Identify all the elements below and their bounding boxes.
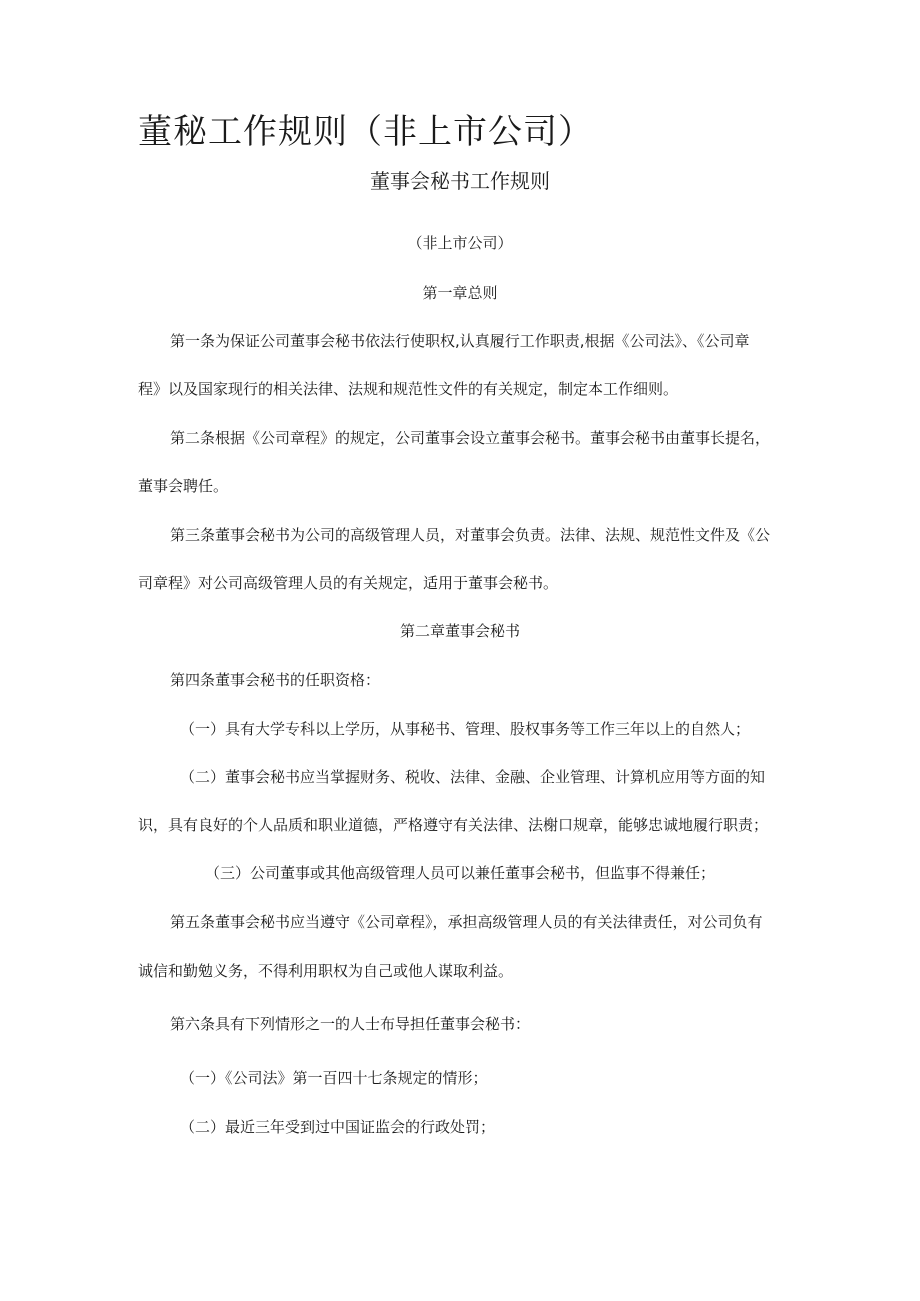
article-2-line-1: 第二条根据《公司章程》的规定，公司董事会设立董事会秘书。董事会秘书由董事长提名，	[170, 429, 771, 447]
article-6-item-2: （二）最近三年受到过中国证监会的行政处罚；	[180, 1118, 496, 1136]
article-1-line-2: 程》以及国家现行的相关法律、法规和规范性文件的有关规定，制定本工作细则。	[138, 380, 679, 398]
article-4-item-2-line-1: （二）董事会秘书应当掌握财务、税收、法律、金融、企业管理、计算机应用等方面的知	[180, 768, 766, 786]
document-subtitle: 董事会秘书工作规则	[370, 169, 550, 193]
article-6: 第六条具有下列情形之一的人士布导担任董事会秘书：	[170, 1015, 531, 1033]
article-2-line-2: 董事会聘任。	[138, 477, 229, 495]
article-5-line-1: 第五条董事会秘书应当遵守《公司章程》，承担高级管理人员的有关法律责任，对公司负有	[170, 913, 763, 931]
chapter-heading-2: 第二章董事会秘书	[399, 622, 520, 640]
article-6-item-1: （一）《公司法》第一百四十七条规定的情形；	[180, 1069, 488, 1087]
chapter-heading-1: 第一章总则	[422, 284, 498, 302]
article-3-line-2: 司章程》对公司高级管理人员的有关规定，适用于董事会秘书。	[138, 574, 559, 592]
article-4-item-2-line-2: 识，具有良好的个人品质和职业道德，严格遵守有关法律、法榭口规章，能够忠诚地履行职责；	[138, 816, 769, 834]
article-3-line-1: 第三条董事会秘书为公司的高级管理人员，对董事会负责。法律、法规、规范性文件及《公	[170, 526, 771, 544]
document-main-title: 董秘工作规则（非上市公司）	[138, 112, 593, 152]
article-4-item-1: （一）具有大学专科以上学历，从事秘书、管理、股权事务等工作三年以上的自然人；	[180, 720, 751, 738]
article-1-line-1: 第一条为保证公司董事会秘书依法行使职权,认真履行工作职责,根据《公司法》、《公司章	[170, 332, 750, 350]
article-5-line-2: 诚信和勤勉义务，不得利用职权为自己或他人谋取利益。	[138, 962, 514, 980]
article-4: 第四条董事会秘书的任职资格：	[170, 671, 381, 689]
document-note: （非上市公司）	[407, 234, 513, 252]
article-4-item-3: （三）公司董事或其他高级管理人员可以兼任董事会秘书，但监事不得兼任；	[205, 864, 716, 882]
